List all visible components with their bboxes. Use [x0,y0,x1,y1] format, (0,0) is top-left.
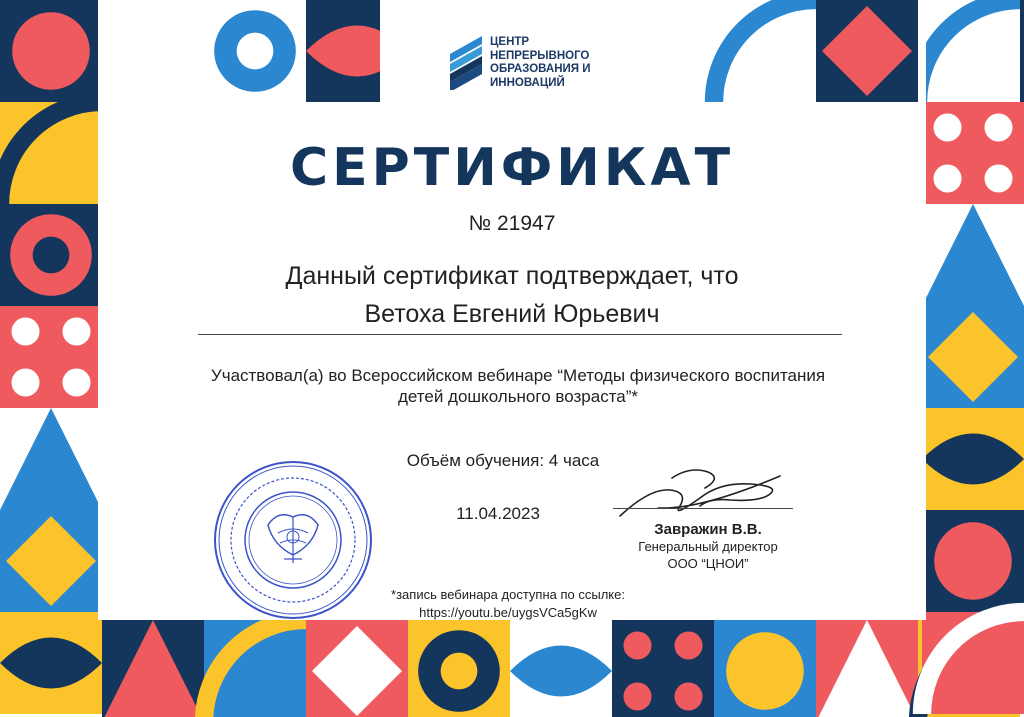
border-tile [0,204,102,306]
logo-text [490,36,591,90]
border-tile [612,620,714,717]
certificate-number: № 21947 [468,212,556,235]
name-underline [198,334,842,335]
training-volume: Объём обучения: 4 часа [406,451,600,470]
signer-name: Завражин В.В. [654,521,762,538]
recipient-name: Ветоха Евгений Юрьевич [364,300,660,328]
border-tile [922,306,1024,408]
border-tile [1020,0,1024,102]
director-signature [610,458,800,528]
logo-line: ИННОВАЦИЙ [490,76,565,89]
border-tile [102,620,204,717]
webinar-link[interactable]: https://youtu.be/uygsVCa5gKw [419,605,597,620]
organization-logo [446,30,591,102]
border-tile [922,102,1024,204]
note-text: *запись вебинара доступна по ссылке: [391,587,625,602]
signature-line [613,508,793,509]
webinar-note [328,586,688,622]
border-tile [204,620,306,717]
border-tile [0,102,102,204]
border-tile [0,306,102,408]
logo-line: НЕПРЕРЫВНОГО [490,49,590,62]
border-tile [922,612,1024,714]
logo-line: ОБРАЗОВАНИЯ И [490,63,591,75]
confirm-text: Данный сертификат подтверждает, что [285,262,739,290]
border-tile [0,510,102,612]
border-tile [922,408,1024,510]
border-tile [0,612,102,714]
participation-text [138,365,898,407]
signer-organization: ООО “ЦНОИ” [667,556,749,571]
border-tile [816,620,918,717]
border-tile [510,620,612,717]
border-tile [408,620,510,717]
signer-block [598,521,818,572]
border-tile [306,620,408,717]
signer-position: Генеральный директор [638,539,778,554]
certificate-title: СЕРТИФИКАТ [289,138,735,198]
border-tile [0,408,102,510]
participation-line: Участвовал(а) во Всероссийском вебинаре “Методы физического воспитания [210,366,826,385]
certificate-content [98,0,926,620]
participation-line: детей дошкольного возраста”* [397,387,639,406]
border-tile [918,0,1020,102]
book-logo-icon [446,30,486,90]
border-tile [922,510,1024,612]
border-tile [0,0,102,102]
border-tile [922,204,1024,306]
certificate-date: 11.04.2023 [456,504,540,523]
border-tile [714,620,816,717]
logo-line: ЦЕНТР [490,36,530,48]
